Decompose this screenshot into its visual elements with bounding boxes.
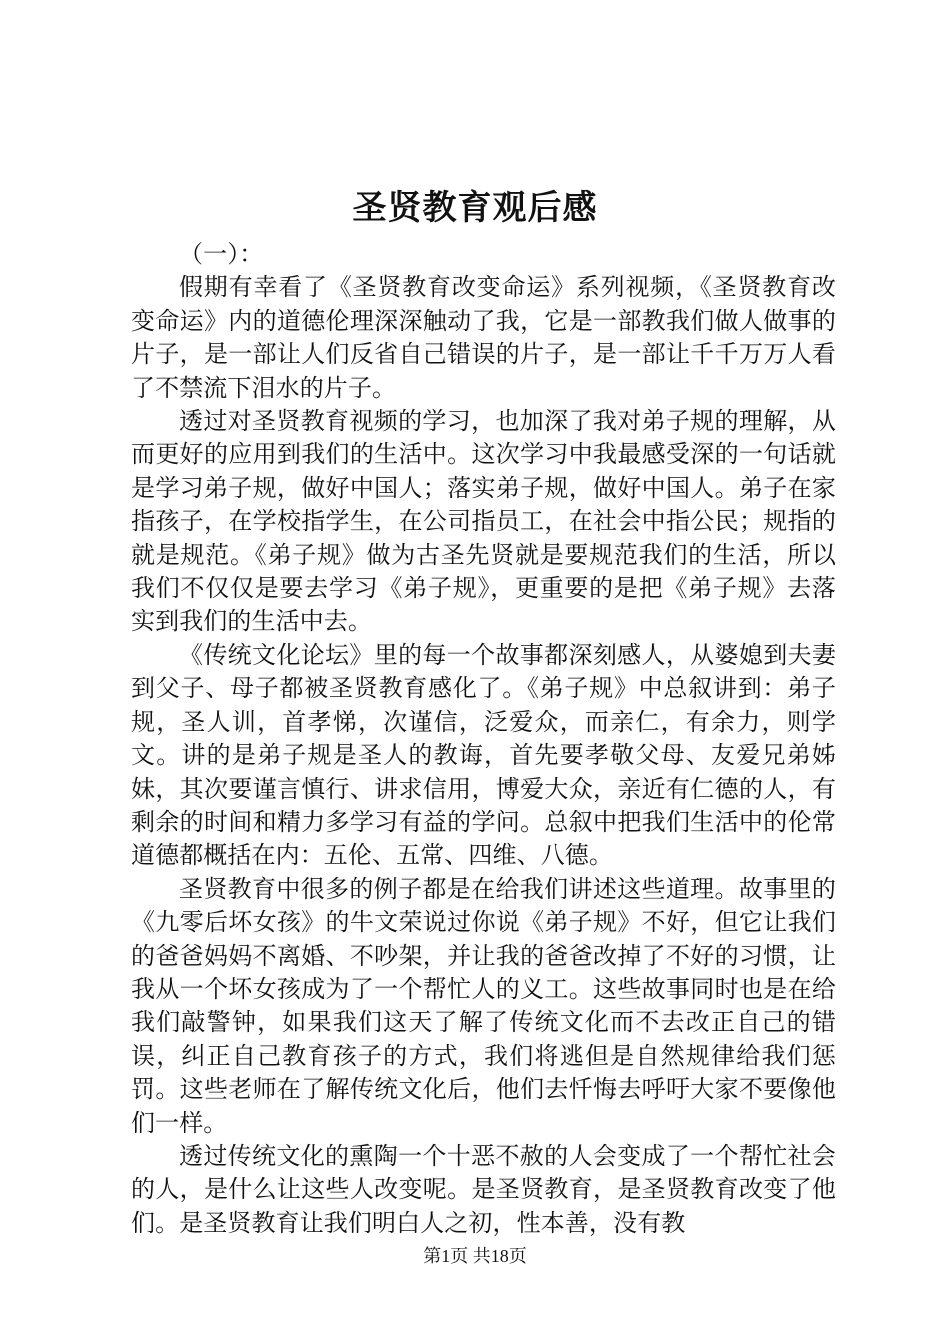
page-number-footer: 第1页 共18页	[423, 1246, 527, 1266]
paragraph-2: 透过对圣贤教育视频的学习，也加深了我对弟子规的理解，从而更好的应用到我们的生活中。这次学习中我最感受深的一句话就是学习弟子规，做好中国人；落实弟子规，做好中国人。弟子在家指孩子，在学校指学生，在公司指员工，在社会中指公民；规指的就是规范。《弟子规》做为古圣先贤就是要规范我们的生活，所以我们不仅仅是要去学习《弟子规》，更重要的是把《弟子规》去落实到我们的生活中去。	[131, 407, 836, 636]
document-body	[131, 238, 836, 1240]
document-title: 圣贤教育观后感	[352, 188, 598, 228]
section-heading: （一）：	[179, 240, 264, 268]
paragraph-5: 透过传统文化的熏陶一个十恶不赦的人会变成了一个帮忙社会的人，是什么让这些人改变呢。是圣贤教育，是圣贤教育改变了他们。是圣贤教育让我们明白人之初，性本善，没有教	[131, 1141, 836, 1237]
paragraph-1: 假期有幸看了《圣贤教育改变命运》系列视频，《圣贤教育改变命运》内的道德伦理深深触动了我，它是一部教我们做人做事的片子，是一部让人们反省自己错误的片子，是一部让千千万万人看了不禁流下泪水的片子。	[131, 273, 836, 402]
paragraph-3: 《传统文化论坛》里的每一个故事都深刻感人，从婆媳到夫妻到父子、母子都被圣贤教育感化了。《弟子规》中总叙讲到：弟子规，圣人训，首孝悌，次谨信，泛爱众，而亲仁，有余力，则学文。讲的是弟子规是圣人的教诲，首先要孝敬父母、友爱兄弟姊妹，其次要谨言慎行、讲求信用，博爱大众，亲近有仁德的人，有剩余的时间和精力多学习有益的学问。总叙中把我们生活中的伦常道德都概括在内：五伦、五常、四维、八德。	[131, 640, 836, 870]
paragraph-4: 圣贤教育中很多的例子都是在给我们讲述这些道理。故事里的《九零后坏女孩》的牛文荣说过你说《弟子规》不好，但它让我们的爸爸妈妈不离婚、不吵架，并让我的爸爸改掉了不好的习惯，让我从一个坏女孩成为了一个帮忙人的义工。这些故事同时也是在给我们敲警钟，如果我们这天了解了传统文化而不去改正自己的错误，纠正自己教育孩子的方式，我们将逃但是自然规律给我们惩罚。这些老师在了解传统文化后，他们去忏悔去呼吁大家不要像他们一样。	[131, 874, 836, 1137]
